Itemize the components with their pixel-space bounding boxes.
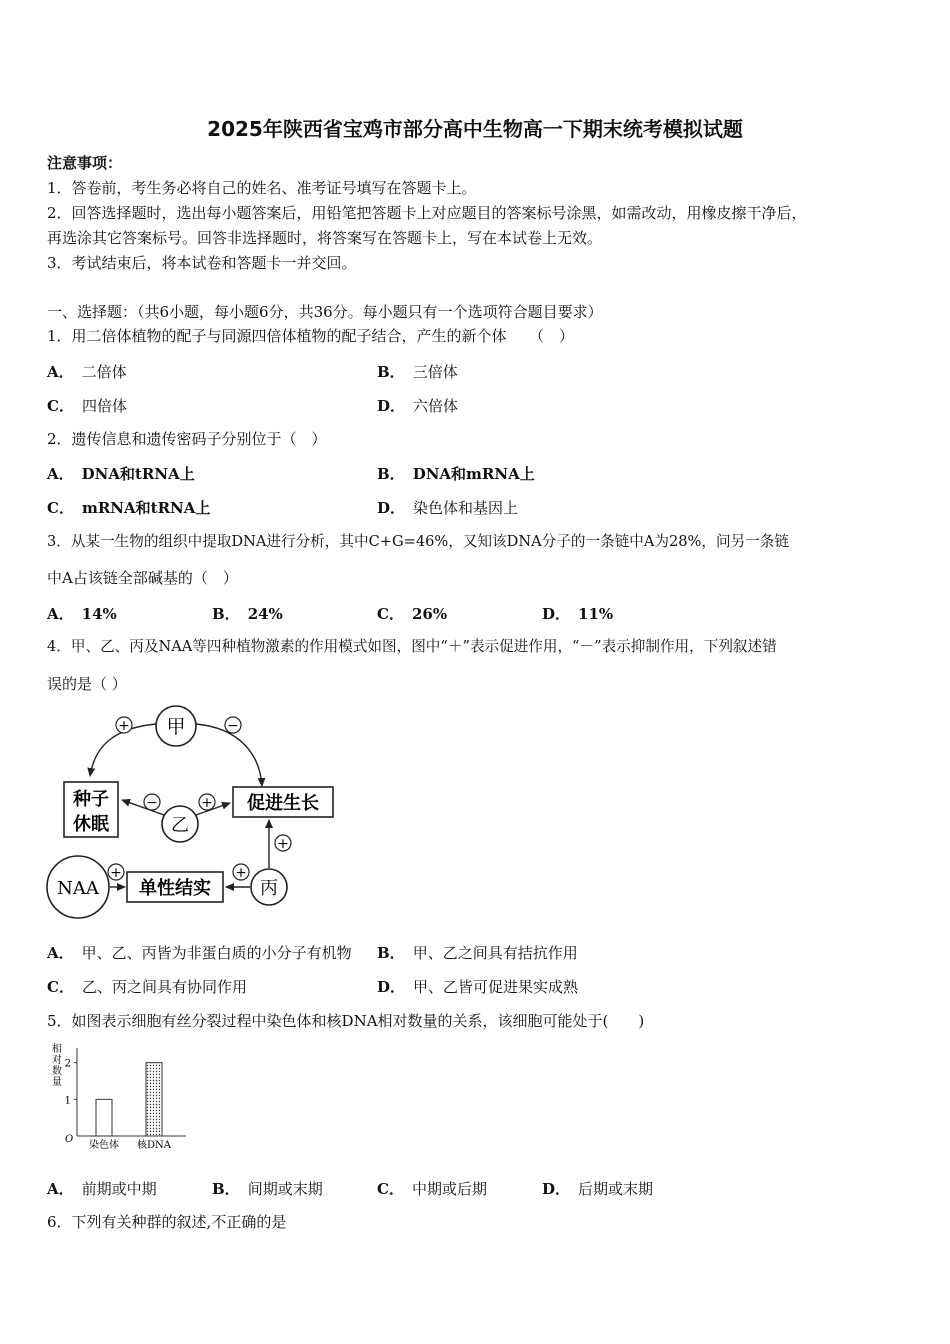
option-d: D． 六倍体 [377, 397, 459, 415]
plus-sign: + [277, 836, 289, 852]
jia-label: 甲 [166, 716, 186, 738]
bing-label: 丙 [260, 878, 278, 899]
hormone-diagram [40, 700, 350, 925]
option-b: B． 24% [212, 605, 283, 623]
plus-sign: + [201, 795, 213, 811]
question-stem: 中A占该链全部碱基的（ ） [47, 569, 238, 587]
notice-heading: 注意事项： [47, 154, 123, 172]
minus-sign: − [146, 795, 158, 811]
question-stem: 5．如图表示细胞有丝分裂过程中染色体和核DNA相对数量的关系，该细胞可能处于( ) [47, 1012, 645, 1030]
category-label: 核DNA [137, 1140, 171, 1151]
y-tick-label: 2 [64, 1058, 71, 1070]
fruit-label: 单性结实 [139, 878, 211, 899]
bar-chromosome [96, 1099, 112, 1136]
question-stem: 2．遗传信息和遗传密码子分别位于（ ） [47, 430, 327, 448]
origin-label: O [65, 1134, 74, 1145]
notice-item: 再选涂其它答案标号。回答非选择题时，将答案写在答题卡上，写在本试卷上无效。 [47, 229, 603, 247]
bar-dna [146, 1063, 162, 1136]
notice-item: 2．回答选择题时，选出每小题答案后，用铅笔把答题卡上对应题目的答案标号涂黑，如需改动，用橡皮擦干净后， [47, 204, 807, 222]
chromosome-dna-chart [44, 1040, 194, 1155]
section-heading: 一、选择题：（共6小题，每小题6分，共36分。每小题只有一个选项符合题目要求） [47, 303, 603, 321]
question-stem: 6．下列有关种群的叙述,不正确的是 [47, 1213, 287, 1231]
option-c: C． 四倍体 [47, 397, 127, 415]
seed-label: 休眠 [73, 814, 109, 835]
plus-sign: + [235, 865, 247, 881]
yi-label: 乙 [171, 815, 189, 836]
naa-label: NAA [57, 878, 99, 899]
option-c: C． 26% [377, 605, 448, 623]
question-stem: 3．从某一生物的组织中提取DNA进行分析，其中C+G=46%，又知该DNA分子的一条链中A为28%，问另一条链 [47, 533, 789, 550]
question-stem: 4．甲、乙、丙及NAA等四种植物激素的作用模式如图，图中“＋”表示促进作用，“－”表示抑制作用，下列叙述错 [47, 638, 777, 655]
y-tick-label: 1 [64, 1095, 71, 1107]
option-a: A． 前期或中期 [47, 1180, 157, 1198]
option-b: B． 甲、乙之间具有拮抗作用 [377, 944, 578, 962]
question-stem: 1．用二倍体植物的配子与同源四倍体植物的配子结合，产生的新个体 （ ） [47, 327, 575, 345]
option-c: C． mRNA和tRNA上 [47, 499, 211, 517]
option-d: D． 后期或末期 [542, 1180, 654, 1198]
seed-label: 种子 [73, 789, 109, 810]
option-b: B． DNA和mRNA上 [377, 465, 535, 483]
page-title: 2025年陕西省宝鸡市部分高中生物高一下期末统考模拟试题 [207, 117, 743, 141]
plus-sign: + [110, 865, 122, 881]
y-axis-label: 相对数量 [52, 1044, 62, 1088]
category-label: 染色体 [89, 1140, 119, 1151]
option-a: A． 14% [47, 605, 117, 623]
option-a: A． 二倍体 [47, 363, 127, 381]
option-c: C． 乙、丙之间具有协同作用 [47, 978, 247, 996]
option-b: B． 三倍体 [377, 363, 458, 381]
option-a: A． 甲、乙、丙皆为非蛋白质的小分子有机物 [47, 944, 352, 962]
option-d: D． 染色体和基因上 [377, 499, 519, 517]
question-stem: 误的是（ ） [47, 675, 127, 693]
option-c: C． 中期或后期 [377, 1180, 487, 1198]
minus-sign: − [227, 718, 239, 734]
option-b: B． 间期或末期 [212, 1180, 323, 1198]
plus-sign: + [118, 718, 130, 734]
notice-item: 1．答卷前，考生务必将自己的姓名、准考证号填写在答题卡上。 [47, 179, 477, 197]
option-a: A． DNA和tRNA上 [47, 465, 195, 483]
growth-label: 促进生长 [247, 793, 319, 814]
option-d: D． 甲、乙皆可促进果实成熟 [377, 978, 579, 996]
option-d: D． 11% [542, 605, 614, 623]
notice-item: 3．考试结束后，将本试卷和答题卡一并交回。 [47, 254, 357, 272]
